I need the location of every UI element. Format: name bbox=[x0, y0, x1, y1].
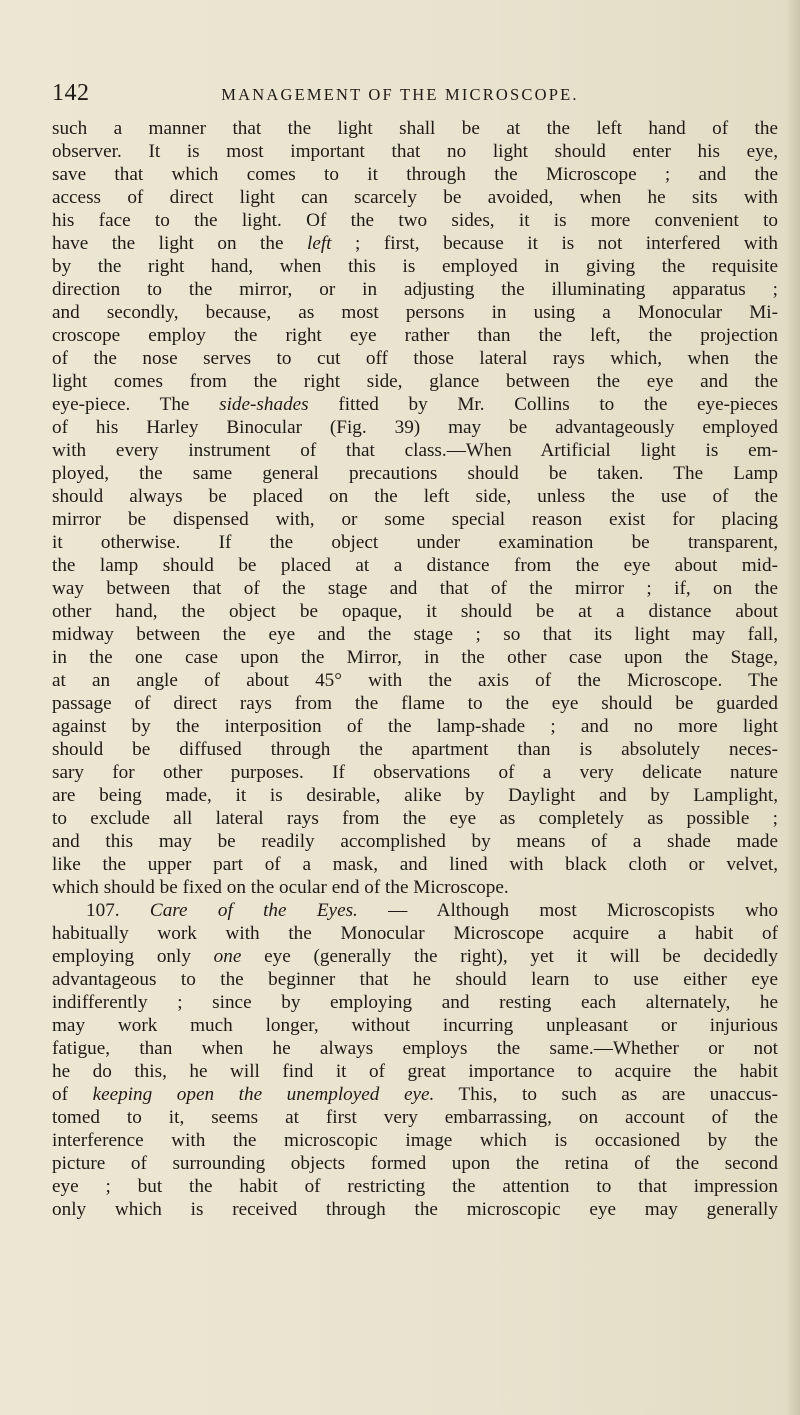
page-edge-shadow bbox=[786, 0, 800, 1415]
running-head: MANAGEMENT OF THE MICROSCOPE. bbox=[221, 85, 579, 104]
text-line: direction to the mirror, or in adjusting the illuminating apparatus ; bbox=[52, 279, 778, 300]
text-line: light comes from the right side, glance between the eye and the bbox=[52, 371, 778, 392]
text-line: of his Harley Binocular (Fig. 39) may be advantageously employed bbox=[52, 417, 778, 438]
text-line: indifferently ; since by employing and resting each alternately, he bbox=[52, 992, 778, 1013]
text-line: way between that of the stage and that of the mirror ; if, on the bbox=[52, 578, 778, 599]
text-line: save that which comes to it through the Microscope ; and the bbox=[52, 164, 778, 185]
text-line: midway between the eye and the stage ; so that its light may fall, bbox=[52, 624, 778, 645]
text-line: such a manner that the light shall be at the left hand of the bbox=[52, 118, 778, 139]
text-line: at an angle of about 45° with the axis of the Microscope. The bbox=[52, 670, 778, 691]
text-line: he do this, he will find it of great importance to acquire the habit bbox=[52, 1061, 778, 1082]
text-line: sary for other purposes. If observations of a very delicate nature bbox=[52, 762, 778, 783]
text-line: the lamp should be placed at a distance from the eye about mid- bbox=[52, 555, 778, 576]
text-line: of keeping open the unemployed eye. This, to such as are unaccus- bbox=[52, 1084, 778, 1105]
text-line: his face to the light. Of the two sides, it is more convenient to bbox=[52, 210, 778, 231]
text-line: only which is received through the microscopic eye may generally bbox=[52, 1199, 778, 1220]
text-line: eye-piece. The side-shades fitted by Mr. Collins to the eye-pieces bbox=[52, 394, 778, 415]
text-line: which should be fixed on the ocular end of the Microscope. bbox=[52, 877, 509, 898]
text-line: in the one case upon the Mirror, in the other case upon the Stage, bbox=[52, 647, 778, 668]
text-line: tomed to it, seems at first very embarrassing, on account of the bbox=[52, 1107, 778, 1128]
text-line: passage of direct rays from the flame to the eye should be guarded bbox=[52, 693, 778, 714]
body-text bbox=[52, 117, 778, 1221]
text-line: eye ; but the habit of restricting the attention to that impression bbox=[52, 1176, 778, 1197]
text-line: with every instrument of that class.—When Artificial light is em- bbox=[52, 440, 778, 461]
text-line: observer. It is most important that no light should enter his eye, bbox=[52, 141, 778, 162]
text-line: fatigue, than when he always employs the same.—Whether or not bbox=[52, 1038, 778, 1059]
text-line: to exclude all lateral rays from the eye as completely as possible ; bbox=[52, 808, 778, 829]
text-line: like the upper part of a mask, and lined with black cloth or velvet, bbox=[52, 854, 778, 875]
section-heading-line: 107. Care of the Eyes. — Although most Microscopists who bbox=[86, 900, 779, 921]
text-line: advantageous to the beginner that he should learn to use either eye bbox=[52, 969, 778, 990]
text-line: access of direct light can scarcely be avoided, when he sits with bbox=[52, 187, 778, 208]
text-line: against by the interposition of the lamp-shade ; and no more light bbox=[52, 716, 778, 737]
text-line: employing only one eye (generally the right), yet it will be decidedly bbox=[52, 946, 778, 967]
text-line: may work much longer, without incurring unpleasant or injurious bbox=[52, 1015, 778, 1036]
text-line: interference with the microscopic image which is occasioned by the bbox=[52, 1130, 778, 1151]
text-line: croscope employ the right eye rather than the left, the projection bbox=[52, 325, 778, 346]
page-header bbox=[52, 80, 778, 110]
text-line: habitually work with the Monocular Microscope acquire a habit of bbox=[52, 923, 778, 944]
text-line: mirror be dispensed with, or some special reason exist for placing bbox=[52, 509, 778, 530]
text-line: by the right hand, when this is employed in giving the requisite bbox=[52, 256, 778, 277]
page-number: 142 bbox=[52, 80, 90, 106]
text-line: picture of surrounding objects formed upon the retina of the second bbox=[52, 1153, 778, 1174]
text-line: and this may be readily accomplished by means of a shade made bbox=[52, 831, 778, 852]
text-line: have the light on the left ; first, because it is not interfered with bbox=[52, 233, 778, 254]
text-line: should always be placed on the left side, unless the use of the bbox=[52, 486, 778, 507]
text-line: should be diffused through the apartment than is absolutely neces- bbox=[52, 739, 778, 760]
text-line: ployed, the same general precautions should be taken. The Lamp bbox=[52, 463, 778, 484]
text-line: it otherwise. If the object under examination be transparent, bbox=[52, 532, 778, 553]
text-line: other hand, the object be opaque, it should be at a distance about bbox=[52, 601, 778, 622]
text-line: of the nose serves to cut off those lateral rays which, when the bbox=[52, 348, 778, 369]
text-line: are being made, it is desirable, alike by Daylight and by Lamplight, bbox=[52, 785, 778, 806]
text-line: and secondly, because, as most persons in using a Monocular Mi- bbox=[52, 302, 778, 323]
